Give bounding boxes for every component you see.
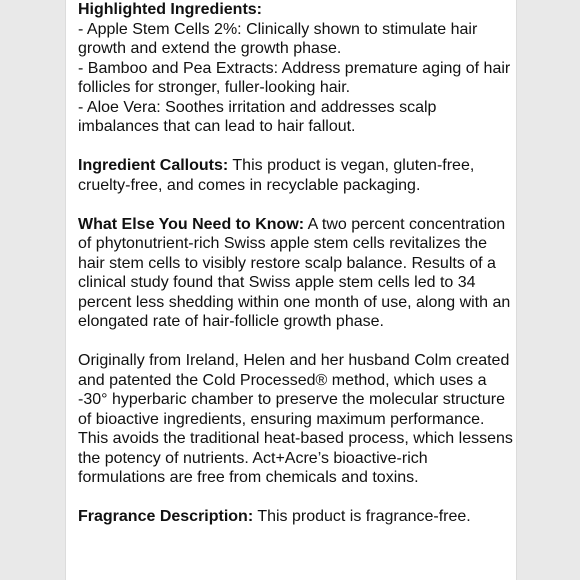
what-else-label: What Else You Need to Know:	[78, 215, 305, 233]
ingredient-callouts-paragraph	[78, 156, 514, 195]
highlighted-ingredients-label: Highlighted Ingredients:	[78, 1, 262, 18]
what-else-paragraph	[78, 215, 514, 332]
ingredient-item-bamboo-pea: - Bamboo and Pea Extracts: Address premature aging of hair follicles for stronger, fuller-looking hair.	[78, 59, 511, 96]
ingredient-item-apple-stem-cells: - Apple Stem Cells 2%: Clinically shown to stimulate hair growth and extend the growth phase.	[78, 20, 478, 57]
origin-paragraph: Originally from Ireland, Helen and her husband Colm created and patented the Cold Processed® method, which uses a -30° hyperbaric chamber to preserve the molecular structure of bioactive ingredients, ensuring maximum performance. This avoids the traditional heat-based process, which lessens the potency of nutrients. Act+Acre’s bioactive-rich formulations are free from chemicals and toxins.	[78, 352, 513, 486]
paragraph-gap	[78, 195, 514, 215]
fragrance-paragraph	[78, 507, 514, 527]
product-description	[78, 0, 514, 527]
what-else-text: A two percent concentration of phytonutrient-rich Swiss apple stem cells revitalizes the hair stem cells to visibly restore scalp balance. Results of a clinical study found that Swiss apple stem cells led to 34 percent less shedding within one month of use, along with an elongated rate of hair-follicle growth phase.	[78, 215, 511, 330]
paragraph-gap	[78, 137, 514, 157]
ingredient-callouts-text: This product is vegan, gluten-free, cruelty-free, and comes in recyclable packaging.	[78, 157, 475, 194]
fragrance-text: This product is fragrance-free.	[253, 508, 471, 525]
document-page	[66, 0, 516, 580]
highlighted-ingredients-heading	[78, 0, 514, 20]
paragraph-gap	[78, 332, 514, 352]
fragrance-label: Fragrance Description:	[78, 508, 254, 525]
ingredient-item-aloe-vera: - Aloe Vera: Soothes irritation and addresses scalp imbalances that can lead to hair fallout.	[78, 98, 437, 135]
paragraph-gap	[78, 488, 514, 508]
ingredient-callouts-label: Ingredient Callouts:	[78, 157, 229, 174]
